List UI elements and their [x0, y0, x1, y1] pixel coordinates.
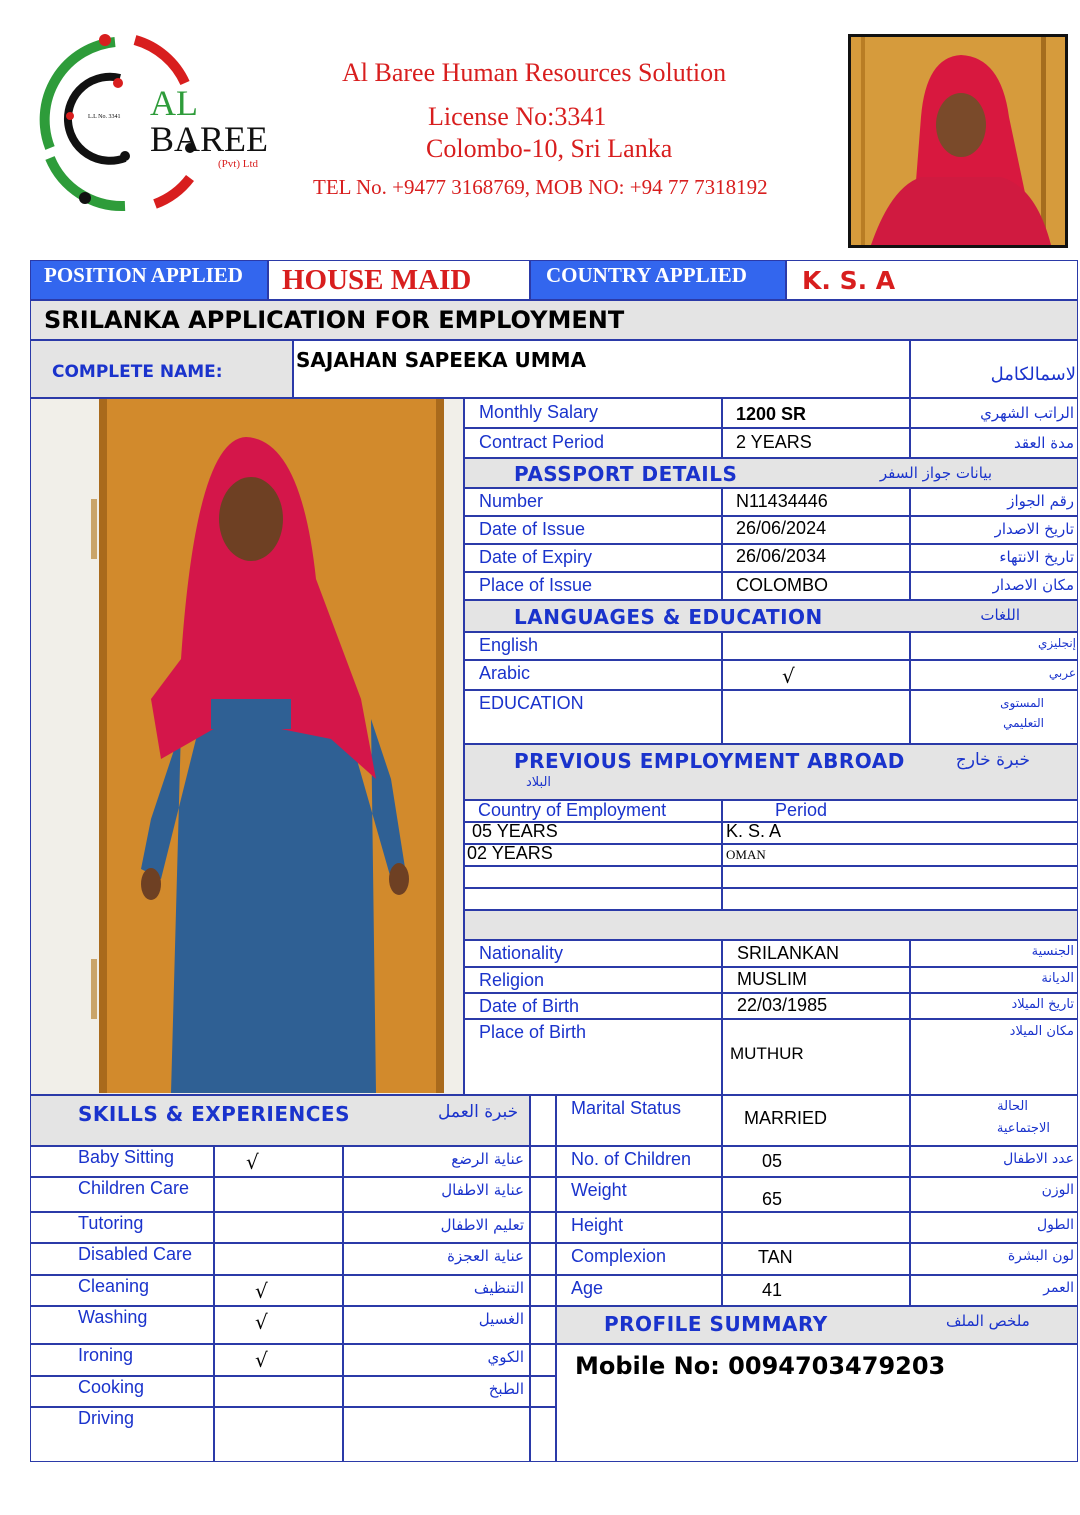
skills-header-gap [530, 1095, 556, 1146]
employment-row-2-c2: OMAN [726, 847, 766, 862]
skill-label: Driving [78, 1408, 135, 1428]
skill-check-cell [214, 1243, 343, 1275]
arabic-lang-check-icon: √ [782, 664, 795, 688]
form-title: SRILANKA APPLICATION FOR EMPLOYMENT [44, 306, 625, 334]
skill-check-icon: √ [255, 1348, 268, 1372]
skill-check-cell [214, 1146, 343, 1177]
skill-gap-cell [530, 1306, 556, 1344]
applicant-photo [30, 398, 464, 1095]
nationality-label: Nationality [479, 943, 564, 963]
skill-label: Disabled Care [78, 1244, 193, 1264]
skill-arabic: عناية العجزة [447, 1247, 524, 1265]
english-value-cell [722, 632, 910, 660]
status-value-cell [722, 1146, 910, 1177]
birth-place-value: MUTHUR [730, 1044, 804, 1063]
employment-period-header: Period [775, 800, 828, 820]
passport-title-arabic: بيانات جواز السفر [879, 464, 992, 482]
arabic-lang-value-cell [722, 660, 910, 690]
status-arabic: الوزن [1041, 1182, 1074, 1198]
status-label: Age [571, 1278, 604, 1298]
english-arabic: إنجليزي [1037, 636, 1076, 650]
expiry-date-label: Date of Expiry [479, 547, 593, 567]
issue-date-arabic: تاريخ الاصدار [994, 520, 1074, 538]
skill-gap-cell [530, 1275, 556, 1306]
skill-label: Children Care [78, 1178, 190, 1198]
status-arabic-2: الاجتماعية [996, 1121, 1050, 1136]
skill-arabic-cell [343, 1407, 530, 1462]
employment-row-1-c2: K. S. A [726, 821, 782, 841]
issue-place-label: Place of Issue [479, 575, 593, 595]
status-arabic-1: الحالة [997, 1099, 1028, 1114]
skill-arabic: التنظيف [473, 1279, 524, 1297]
status-arabic: عدد الاطفال [1003, 1151, 1074, 1167]
religion-arabic: الديانة [1041, 971, 1074, 986]
employment-row-2-c2-cell [722, 844, 1078, 866]
name-value: SAJAHAN SAPEEKA UMMA [296, 348, 587, 372]
salary-value: 1200 SR [736, 404, 807, 424]
arabic-lang-arabic: عربي [1048, 666, 1076, 680]
salary-arabic: الراتب الشهري [980, 404, 1074, 422]
status-value-cell [722, 1212, 910, 1243]
spacer-bar [464, 910, 1078, 940]
name-arabic: لاسمالكامل [990, 364, 1076, 385]
contract-value: 2 YEARS [736, 432, 812, 452]
skill-check-cell [214, 1376, 343, 1407]
skill-label: Washing [78, 1307, 148, 1327]
skill-gap-cell [530, 1212, 556, 1243]
birth-place-arabic: مكان الميلاد [1009, 1024, 1074, 1039]
previous-employment-title: PREVIOUS EMPLOYMENT ABROAD [514, 749, 905, 773]
issue-date-label: Date of Issue [479, 519, 586, 539]
birth-date-label: Date of Birth [479, 996, 580, 1016]
header-photo [848, 34, 1068, 248]
skill-gap-cell [530, 1376, 556, 1407]
skill-gap-cell [530, 1177, 556, 1212]
logo-text-baree: BAREE [150, 119, 269, 159]
passport-title: PASSPORT DETAILS [514, 462, 738, 486]
education-arabic-2: التعليمي [1003, 716, 1044, 730]
status-value: MARRIED [744, 1108, 828, 1128]
skill-arabic: الطبخ [488, 1380, 524, 1398]
status-label: No. of Children [571, 1149, 692, 1169]
skill-arabic: عناية الرضع [451, 1150, 524, 1168]
passport-number-label: Number [479, 491, 544, 511]
languages-title-arabic: اللغات [980, 606, 1020, 624]
status-label: Height [571, 1215, 624, 1235]
status-value: TAN [758, 1247, 793, 1267]
logo-text-pvt: (Pvt) Ltd [218, 158, 259, 170]
skill-gap-cell [530, 1243, 556, 1275]
logo-text-al: AL [150, 83, 198, 123]
status-value: 41 [762, 1280, 783, 1300]
country-label: COUNTRY APPLIED [546, 263, 747, 287]
birth-date-arabic: تاريخ الميلاد [1011, 997, 1074, 1012]
contract-label: Contract Period [479, 432, 605, 452]
employment-row-3-c2-cell [722, 866, 1078, 888]
profile-title: PROFILE SUMMARY [604, 1312, 828, 1336]
skill-check-icon: √ [255, 1279, 268, 1303]
company-address: Colombo-10, Sri Lanka [426, 134, 673, 163]
position-label: POSITION APPLIED [44, 263, 243, 287]
nationality-arabic: الجنسية [1031, 944, 1074, 959]
skill-gap-cell [530, 1146, 556, 1177]
status-arabic: العمر [1043, 1280, 1074, 1296]
skill-arabic: عناية الاطفال [441, 1181, 524, 1199]
status-value-cell [722, 1243, 910, 1275]
status-value-cell [722, 1275, 910, 1306]
english-label: English [479, 635, 539, 655]
issue-place-value: COLOMBO [736, 575, 829, 595]
employment-row-4-c1-cell [464, 888, 722, 910]
skill-check-cell [214, 1407, 343, 1462]
logo-license: L.L No. 3341 [88, 114, 121, 120]
skill-check-cell [214, 1177, 343, 1212]
skill-label: Cooking [78, 1377, 145, 1397]
status-label: Marital Status [571, 1098, 682, 1118]
employment-row-2-c1: 02 YEARS [467, 843, 553, 863]
status-value: 05 [762, 1151, 783, 1171]
employment-row-1-c1: 05 YEARS [472, 821, 558, 841]
skill-arabic: الغسيل [478, 1310, 524, 1328]
birth-place-label: Place of Birth [479, 1022, 587, 1042]
contract-arabic: مدة العقد [1014, 434, 1074, 452]
skill-label: Cleaning [78, 1276, 150, 1296]
education-label: EDUCATION [479, 693, 584, 713]
skill-check-cell [214, 1275, 343, 1306]
status-value-cell [722, 1177, 910, 1212]
skill-arabic: الكوي [487, 1348, 524, 1366]
country-value: K. S. A [802, 266, 896, 295]
issue-date-value: 26/06/2024 [736, 518, 827, 538]
name-label: COMPLETE NAME: [52, 362, 223, 382]
skill-label: Ironing [78, 1345, 134, 1365]
skill-check-icon: √ [246, 1150, 259, 1174]
salary-label: Monthly Salary [479, 402, 599, 422]
status-label: Weight [571, 1180, 627, 1200]
skill-gap-cell [530, 1344, 556, 1376]
employment-country-header: Country of Employment [478, 800, 667, 820]
status-arabic: لون البشرة [1007, 1248, 1074, 1264]
employment-row-3-c1-cell [464, 866, 722, 888]
position-value: HOUSE MAID [282, 264, 472, 296]
skill-label: Tutoring [78, 1213, 144, 1233]
license-number: License No:3341 [428, 102, 607, 131]
expiry-date-arabic: تاريخ الانتهاء [999, 548, 1074, 566]
education-arabic-1: المستوى [1000, 696, 1044, 710]
skill-check-cell [214, 1212, 343, 1243]
company-phone: TEL No. +9477 3168769, MOB NO: +94 77 7318192 [313, 175, 768, 199]
passport-number-value: N11434446 [736, 491, 828, 511]
passport-number-arabic: رقم الجواز [1007, 492, 1074, 510]
status-arabic-cell [910, 1095, 1078, 1146]
languages-title: LANGUAGES & EDUCATION [514, 605, 823, 629]
employment-row-4-c2-cell [722, 888, 1078, 910]
education-arabic-cell [910, 690, 1078, 744]
nationality-value: SRILANKAN [737, 943, 840, 963]
religion-value: MUSLIM [737, 969, 808, 989]
skill-arabic: تعليم الاطفال [440, 1216, 524, 1234]
skill-gap-cell [530, 1407, 556, 1462]
status-label: Complexion [571, 1246, 667, 1266]
profile-title-arabic: ملخص الملف [946, 1312, 1030, 1330]
skills-title: SKILLS & EXPERIENCES [78, 1102, 350, 1126]
education-value-cell [722, 690, 910, 744]
skill-check-cell [214, 1344, 343, 1376]
mobile-number: Mobile No: 0094703479203 [575, 1352, 946, 1380]
previous-employment-arabic-2: البلاد [526, 775, 552, 790]
skills-title-arabic: خبرة العمل [438, 1102, 519, 1122]
arabic-lang-label: Arabic [479, 663, 531, 683]
religion-label: Religion [479, 970, 545, 990]
company-name: Al Baree Human Resources Solution [342, 58, 727, 87]
skill-label: Baby Sitting [78, 1147, 175, 1167]
skill-check-icon: √ [255, 1310, 268, 1334]
previous-employment-arabic-1: خبرة خارج [955, 750, 1030, 770]
status-value: 65 [762, 1189, 783, 1209]
issue-place-arabic: مكان الاصدار [992, 576, 1074, 594]
skill-check-cell [214, 1306, 343, 1344]
expiry-date-value: 26/06/2034 [736, 546, 827, 566]
birth-date-value: 22/03/1985 [737, 995, 828, 1015]
status-arabic: الطول [1036, 1217, 1074, 1233]
